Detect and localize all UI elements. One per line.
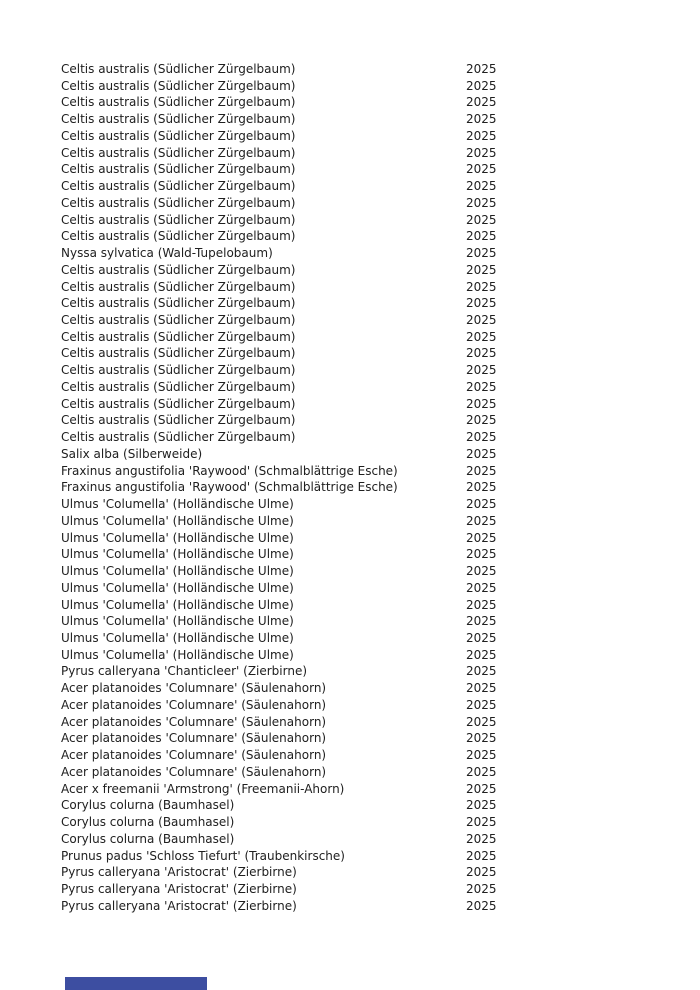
- species-cell: Celtis australis (Südlicher Zürgelbaum): [61, 296, 296, 311]
- year-cell: 2025: [466, 463, 497, 478]
- table-row: [61, 764, 700, 781]
- year-cell: 2025: [466, 865, 497, 880]
- table-row: [61, 613, 700, 630]
- table-row: [61, 446, 700, 463]
- species-cell: Ulmus 'Columella' (Holländische Ulme): [61, 497, 294, 512]
- year-cell: 2025: [466, 881, 497, 896]
- species-cell: Pyrus calleryana 'Aristocrat' (Zierbirne): [61, 898, 297, 913]
- year-cell: 2025: [466, 580, 497, 595]
- year-cell: 2025: [466, 78, 497, 93]
- year-cell: 2025: [466, 731, 497, 746]
- table-row: [61, 781, 700, 798]
- year-cell: 2025: [466, 62, 497, 76]
- species-cell: Celtis australis (Südlicher Zürgelbaum): [61, 162, 296, 177]
- species-cell: Celtis australis (Südlicher Zürgelbaum): [61, 279, 296, 294]
- year-cell: 2025: [466, 798, 497, 813]
- year-cell: 2025: [466, 564, 497, 579]
- year-cell: 2025: [466, 630, 497, 645]
- year-cell: 2025: [466, 597, 497, 612]
- table-row: [61, 479, 700, 496]
- year-cell: 2025: [466, 379, 497, 394]
- species-cell: Celtis australis (Südlicher Zürgelbaum): [61, 262, 296, 277]
- species-cell: Acer x freemanii 'Armstrong' (Freemanii-Ahorn): [61, 781, 345, 796]
- year-cell: 2025: [466, 313, 497, 328]
- year-cell: 2025: [466, 112, 497, 127]
- loading-progress-bar: [65, 977, 207, 990]
- species-cell: Corylus colurna (Baumhasel): [61, 798, 235, 813]
- species-cell: Ulmus 'Columella' (Holländische Ulme): [61, 564, 294, 579]
- year-cell: 2025: [466, 363, 497, 378]
- table-row: [61, 714, 700, 731]
- species-cell: Ulmus 'Columella' (Holländische Ulme): [61, 597, 294, 612]
- table-row: [61, 680, 700, 697]
- year-cell: 2025: [466, 848, 497, 863]
- year-cell: 2025: [466, 530, 497, 545]
- year-cell: 2025: [466, 831, 497, 846]
- species-cell: Celtis australis (Südlicher Zürgelbaum): [61, 62, 296, 76]
- year-cell: 2025: [466, 748, 497, 763]
- species-cell: Ulmus 'Columella' (Holländische Ulme): [61, 630, 294, 645]
- table-row: [61, 145, 700, 162]
- year-cell: 2025: [466, 430, 497, 445]
- table-row: [61, 597, 700, 614]
- year-cell: 2025: [466, 480, 497, 495]
- table-row: [61, 697, 700, 714]
- year-cell: 2025: [466, 647, 497, 662]
- table-row: [61, 362, 700, 379]
- species-cell: Ulmus 'Columella' (Holländische Ulme): [61, 580, 294, 595]
- species-cell: Fraxinus angustifolia 'Raywood' (Schmalblättrige Esche): [61, 480, 398, 495]
- year-cell: 2025: [466, 815, 497, 830]
- year-cell: 2025: [466, 513, 497, 528]
- year-cell: 2025: [466, 246, 497, 261]
- species-cell: Corylus colurna (Baumhasel): [61, 815, 235, 830]
- species-cell: Celtis australis (Südlicher Zürgelbaum): [61, 346, 296, 361]
- table-row: [61, 797, 700, 814]
- table-row: [61, 228, 700, 245]
- species-cell: Celtis australis (Südlicher Zürgelbaum): [61, 145, 296, 160]
- table-row: [61, 78, 700, 95]
- year-cell: 2025: [466, 681, 497, 696]
- year-cell: 2025: [466, 195, 497, 210]
- year-cell: 2025: [466, 145, 497, 160]
- year-cell: 2025: [466, 664, 497, 679]
- table-row: [61, 329, 700, 346]
- table-row: [61, 396, 700, 413]
- species-cell: Celtis australis (Südlicher Zürgelbaum): [61, 95, 296, 110]
- species-cell: Acer platanoides 'Columnare' (Säulenahorn): [61, 697, 327, 712]
- species-cell: Ulmus 'Columella' (Holländische Ulme): [61, 530, 294, 545]
- species-cell: Celtis australis (Südlicher Zürgelbaum): [61, 430, 296, 445]
- year-cell: 2025: [466, 497, 497, 512]
- species-cell: Fraxinus angustifolia 'Raywood' (Schmalblättrige Esche): [61, 463, 398, 478]
- year-cell: 2025: [466, 212, 497, 227]
- year-cell: 2025: [466, 329, 497, 344]
- table-row: [61, 630, 700, 647]
- year-cell: 2025: [466, 446, 497, 461]
- table-row: [61, 747, 700, 764]
- species-cell: Pyrus calleryana 'Aristocrat' (Zierbirne): [61, 881, 297, 896]
- table-row: [61, 195, 700, 212]
- table-row: [61, 295, 700, 312]
- species-cell: Celtis australis (Südlicher Zürgelbaum): [61, 78, 296, 93]
- species-cell: Prunus padus 'Schloss Tiefurt' (Traubenkirsche): [61, 848, 345, 863]
- table-row: [61, 212, 700, 229]
- species-cell: Pyrus calleryana 'Chanticleer' (Zierbirne): [61, 664, 308, 679]
- year-cell: 2025: [466, 229, 497, 244]
- year-cell: 2025: [466, 697, 497, 712]
- year-cell: 2025: [466, 764, 497, 779]
- year-cell: 2025: [466, 296, 497, 311]
- table-row: [61, 345, 700, 362]
- species-cell: Ulmus 'Columella' (Holländische Ulme): [61, 647, 294, 662]
- table-row: [61, 94, 700, 111]
- year-cell: 2025: [466, 413, 497, 428]
- table-row: [61, 245, 700, 262]
- year-cell: 2025: [466, 614, 497, 629]
- species-cell: Acer platanoides 'Columnare' (Säulenahorn): [61, 714, 327, 729]
- year-cell: 2025: [466, 179, 497, 194]
- table-row: [61, 663, 700, 680]
- species-cell: Acer platanoides 'Columnare' (Säulenahorn): [61, 764, 327, 779]
- species-cell: Acer platanoides 'Columnare' (Säulenahorn): [61, 748, 327, 763]
- table-row: [61, 513, 700, 530]
- species-cell: Corylus colurna (Baumhasel): [61, 831, 235, 846]
- year-cell: 2025: [466, 279, 497, 294]
- year-cell: 2025: [466, 898, 497, 913]
- species-cell: Celtis australis (Südlicher Zürgelbaum): [61, 379, 296, 394]
- table-row: [61, 848, 700, 865]
- table-row: [61, 730, 700, 747]
- species-cell: Celtis australis (Südlicher Zürgelbaum): [61, 212, 296, 227]
- year-cell: 2025: [466, 162, 497, 177]
- species-cell: Pyrus calleryana 'Aristocrat' (Zierbirne): [61, 865, 297, 880]
- species-cell: Celtis australis (Südlicher Zürgelbaum): [61, 229, 296, 244]
- table-row: [61, 379, 700, 396]
- table-row: [61, 881, 700, 898]
- table-row: [61, 563, 700, 580]
- species-cell: Celtis australis (Südlicher Zürgelbaum): [61, 329, 296, 344]
- species-cell: Celtis australis (Südlicher Zürgelbaum): [61, 363, 296, 378]
- table-row: [61, 312, 700, 329]
- table-row: [61, 580, 700, 597]
- table-row: [61, 496, 700, 513]
- year-cell: 2025: [466, 128, 497, 143]
- table-row: [61, 429, 700, 446]
- year-cell: 2025: [466, 396, 497, 411]
- species-cell: Celtis australis (Südlicher Zürgelbaum): [61, 179, 296, 194]
- species-cell: Salix alba (Silberweide): [61, 446, 203, 461]
- year-cell: 2025: [466, 95, 497, 110]
- table-row: [61, 831, 700, 848]
- table-row: [61, 178, 700, 195]
- year-cell: 2025: [466, 714, 497, 729]
- table-row: [61, 128, 700, 145]
- species-cell: Celtis australis (Südlicher Zürgelbaum): [61, 313, 296, 328]
- table-row: [61, 279, 700, 296]
- table-row: [61, 530, 700, 547]
- species-cell: Acer platanoides 'Columnare' (Säulenahorn): [61, 681, 327, 696]
- year-cell: 2025: [466, 262, 497, 277]
- species-cell: Celtis australis (Südlicher Zürgelbaum): [61, 195, 296, 210]
- table-row: [61, 161, 700, 178]
- species-cell: Ulmus 'Columella' (Holländische Ulme): [61, 513, 294, 528]
- species-cell: Ulmus 'Columella' (Holländische Ulme): [61, 547, 294, 562]
- species-cell: Celtis australis (Südlicher Zürgelbaum): [61, 413, 296, 428]
- table-row: [61, 463, 700, 480]
- table-row: [61, 412, 700, 429]
- year-cell: 2025: [466, 346, 497, 361]
- table-row: [61, 61, 700, 78]
- species-cell: Nyssa sylvatica (Wald-Tupelobaum): [61, 246, 273, 261]
- table-row: [61, 111, 700, 128]
- table-row: [61, 262, 700, 279]
- table-row: [61, 546, 700, 563]
- tree-list: [61, 61, 700, 914]
- year-cell: 2025: [466, 781, 497, 796]
- table-row: [61, 864, 700, 881]
- species-cell: Ulmus 'Columella' (Holländische Ulme): [61, 614, 294, 629]
- species-cell: Acer platanoides 'Columnare' (Säulenahorn): [61, 731, 327, 746]
- table-row: [61, 647, 700, 664]
- species-cell: Celtis australis (Südlicher Zürgelbaum): [61, 396, 296, 411]
- species-cell: Celtis australis (Südlicher Zürgelbaum): [61, 128, 296, 143]
- table-row: [61, 898, 700, 915]
- table-row: [61, 814, 700, 831]
- species-cell: Celtis australis (Südlicher Zürgelbaum): [61, 112, 296, 127]
- year-cell: 2025: [466, 547, 497, 562]
